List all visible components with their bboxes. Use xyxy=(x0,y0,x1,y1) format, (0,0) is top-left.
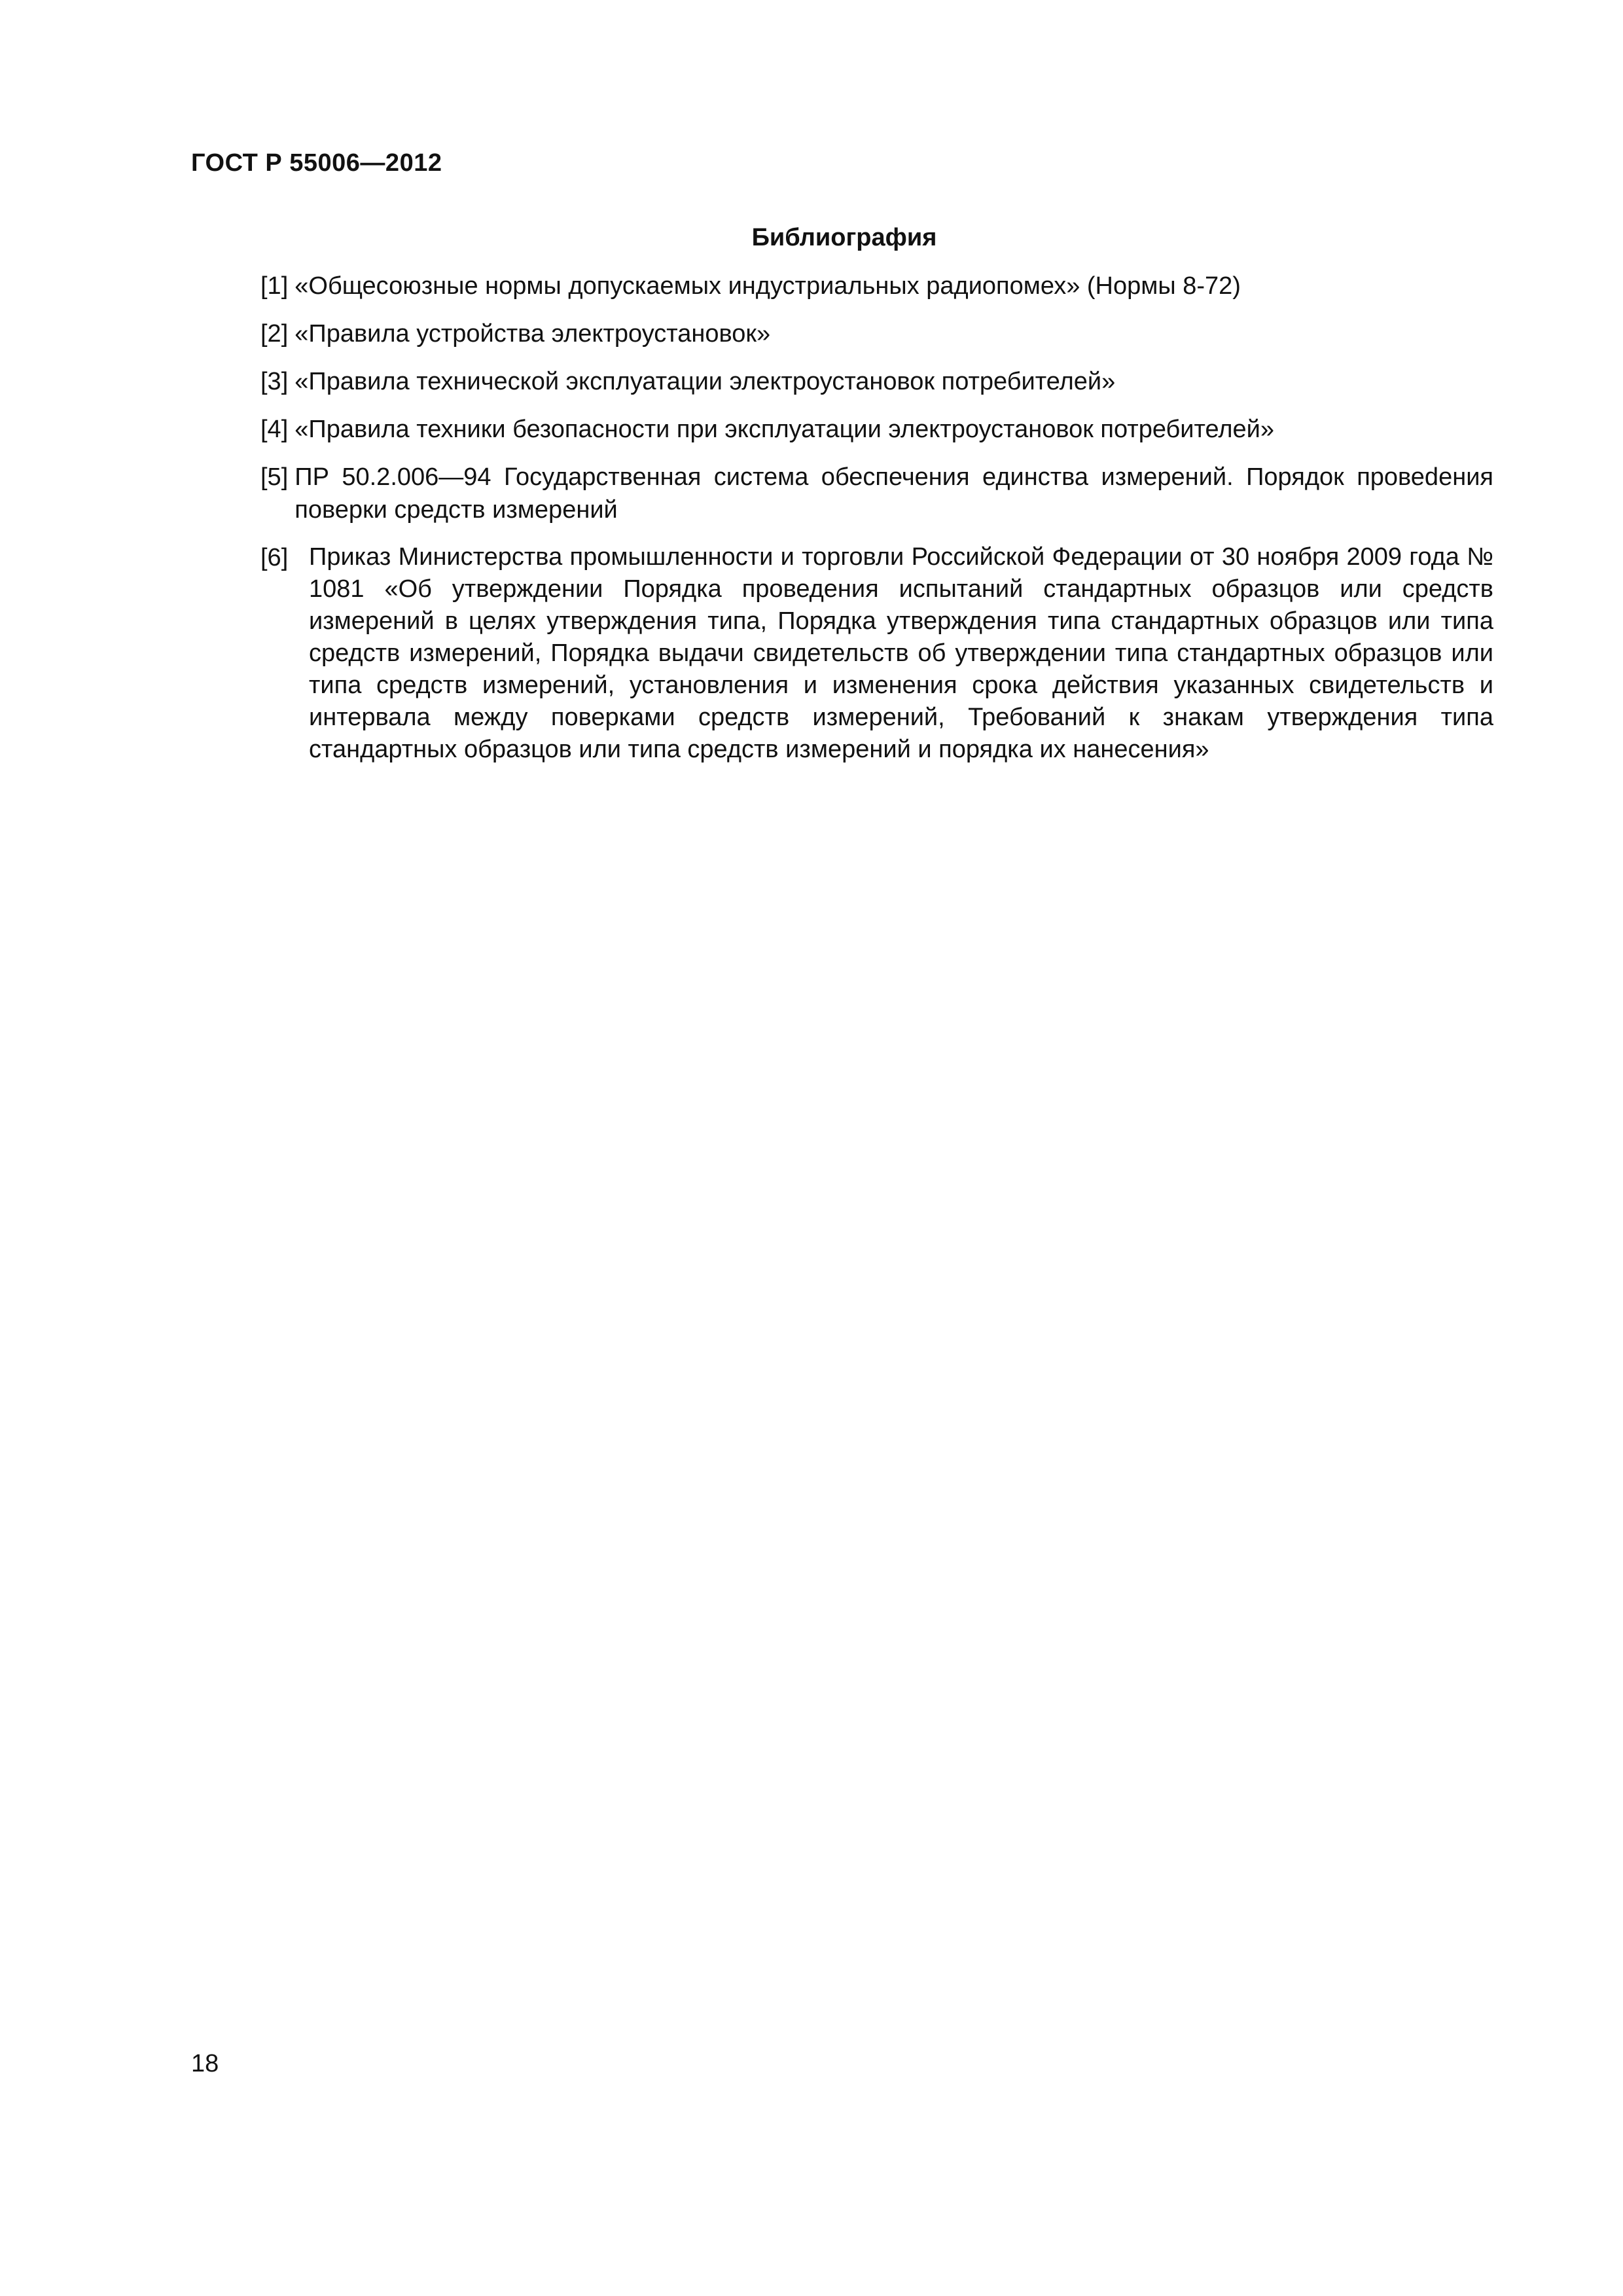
bibliography-item-text: «Общесоюзные нормы допускаемых индустриальных радиопомех» (Нормы 8-72) xyxy=(294,272,1241,300)
bibliography-item xyxy=(260,365,1493,398)
bibliography-item xyxy=(260,541,1493,766)
bibliography-item xyxy=(260,461,1493,526)
bibliography-item-number: [5] xyxy=(260,463,289,491)
bibliography-item xyxy=(260,413,1493,446)
bibliography-item-number: [2] xyxy=(260,320,289,348)
bibliography-item-text: «Правила устройства электроустановок» xyxy=(294,320,771,348)
bibliography-item-text: Приказ Министерства промышленности и торговли Российской Федерации от 30 ноября 2009 года № 1081 «Об утверждении Порядка проведения испытаний стандартных образцов или средств измерений в целях утверждения типа, Порядка утверждения типа стандартных образцов или типа средств измерений, Порядка выдачи свидетельств об утверждении типа стандартных образцов или типа средств измерений, установления и изменения срока действия указанных свидетельств и интервала между поверками средств измерений, Требований к знакам утверждения типа стандартных образцов или типа средств измерений и порядка их нанесения» xyxy=(309,543,1493,763)
document-code: ГОСТ Р 55006—2012 xyxy=(191,149,442,177)
bibliography-list xyxy=(260,270,1493,781)
bibliography-title: Библиография xyxy=(751,224,937,251)
bibliography-item-text: «Правила техники безопасности при эксплуатации электроустановок потребителей» xyxy=(294,416,1275,443)
bibliography-item-number: [3] xyxy=(260,368,289,395)
bibliography-item xyxy=(260,270,1493,302)
bibliography-item-text: ПР 50.2.006—94 Государственная система обеспечения единства измерений. Порядок провеdения поверки средств измерений xyxy=(294,463,1493,524)
bibliography-item-number: [4] xyxy=(260,416,289,443)
page-number: 18 xyxy=(191,2050,219,2077)
bibliography-item xyxy=(260,317,1493,350)
bibliography-item-text: «Правила технической эксплуатации электроустановок потребителей» xyxy=(294,368,1116,395)
bibliography-item-number: [1] xyxy=(260,272,289,300)
bibliography-item-number: [6] xyxy=(260,544,289,571)
